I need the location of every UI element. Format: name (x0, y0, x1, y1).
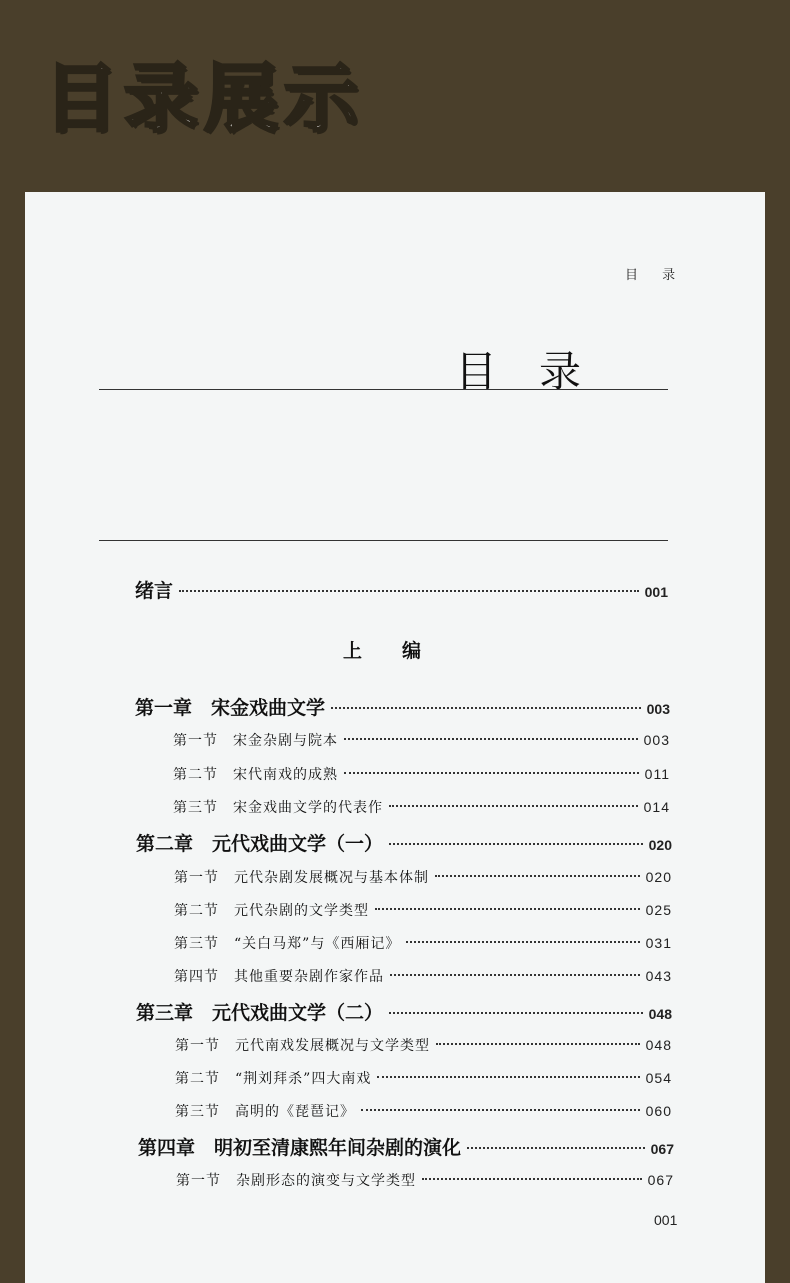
toc-label: 第二节 宋代南戏的成熟 (173, 767, 338, 783)
toc-section (174, 867, 672, 887)
leader-dots (390, 974, 640, 976)
page-title: 目录 (455, 347, 624, 396)
toc-chapter (136, 829, 672, 856)
toc-label: 第三节 “关白马郑”与《西厢记》 (174, 936, 401, 952)
title-rule-top (99, 389, 668, 390)
toc-label: 第一章 宋金戏曲文学 (135, 697, 326, 719)
toc-page: 048 (648, 1006, 672, 1022)
toc-chapter (135, 693, 670, 720)
toc-label: 第四节 其他重要杂剧作家作品 (174, 969, 384, 985)
toc-page: 067 (650, 1141, 674, 1157)
book-page (25, 192, 765, 1283)
toc-entry-intro (135, 576, 668, 603)
toc-label: 第二节 元代杂剧的文学类型 (174, 903, 369, 919)
part-heading: 上编 (343, 640, 462, 662)
leader-dots (377, 1076, 639, 1078)
toc-chapter (136, 998, 672, 1025)
page-number: 001 (654, 1212, 678, 1228)
toc-page: 020 (648, 837, 672, 853)
toc-page: 060 (645, 1103, 672, 1119)
toc-section (174, 900, 672, 920)
title-rule-bottom (99, 540, 668, 541)
toc-label: 第二章 元代戏曲文学（一） (136, 833, 384, 855)
toc-label: 第一节 宋金杂剧与院本 (173, 733, 338, 749)
toc-page: 031 (645, 935, 672, 951)
toc-section (174, 933, 672, 953)
toc-page: 014 (643, 799, 670, 815)
toc-label: 第一节 杂剧形态的演变与文学类型 (176, 1173, 416, 1189)
toc-label: 第四章 明初至清康熙年间杂剧的演化 (138, 1137, 462, 1159)
running-head: 目 录 (625, 268, 686, 283)
toc-label: 绪言 (135, 580, 174, 602)
toc-page: 067 (647, 1172, 674, 1188)
toc-section (175, 1101, 672, 1121)
toc-chapter (138, 1133, 674, 1160)
toc-page: 003 (646, 701, 670, 717)
toc-section (173, 730, 670, 750)
leader-dots (406, 941, 639, 943)
leader-dots (344, 738, 638, 740)
toc-page: 043 (645, 968, 672, 984)
toc-label: 第二节 “荆刘拜杀”四大南戏 (175, 1071, 372, 1087)
leader-dots (389, 843, 643, 845)
leader-dots (331, 707, 641, 709)
leader-dots (435, 875, 640, 877)
leader-dots (389, 805, 638, 807)
leader-dots (467, 1147, 645, 1149)
toc-label: 第三节 宋金戏曲文学的代表作 (173, 800, 383, 816)
leader-dots (422, 1178, 642, 1180)
toc-section (173, 764, 670, 784)
toc-page: 025 (645, 902, 672, 918)
toc-section (175, 1035, 672, 1055)
toc-section (176, 1170, 674, 1190)
toc-page: 054 (645, 1070, 672, 1086)
leader-dots (389, 1012, 643, 1014)
toc-section (174, 966, 672, 986)
leader-dots (361, 1109, 640, 1111)
toc-page: 011 (644, 766, 670, 782)
leader-dots (375, 908, 640, 910)
toc-page: 001 (644, 584, 668, 600)
toc-page: 048 (645, 1037, 672, 1053)
toc-label: 第一节 元代杂剧发展概况与基本体制 (174, 870, 429, 886)
leader-dots (436, 1043, 640, 1045)
leader-dots (179, 590, 639, 592)
toc-page: 003 (643, 732, 670, 748)
toc-label: 第一节 元代南戏发展概况与文学类型 (175, 1038, 430, 1054)
toc-label: 第三节 高明的《琵琶记》 (175, 1104, 355, 1120)
leader-dots (344, 772, 639, 774)
toc-page: 020 (645, 869, 672, 885)
toc-section (173, 797, 670, 817)
banner-title: 目录展示 (44, 56, 364, 142)
toc-label: 第三章 元代戏曲文学（二） (136, 1002, 384, 1024)
toc-section (175, 1068, 672, 1088)
